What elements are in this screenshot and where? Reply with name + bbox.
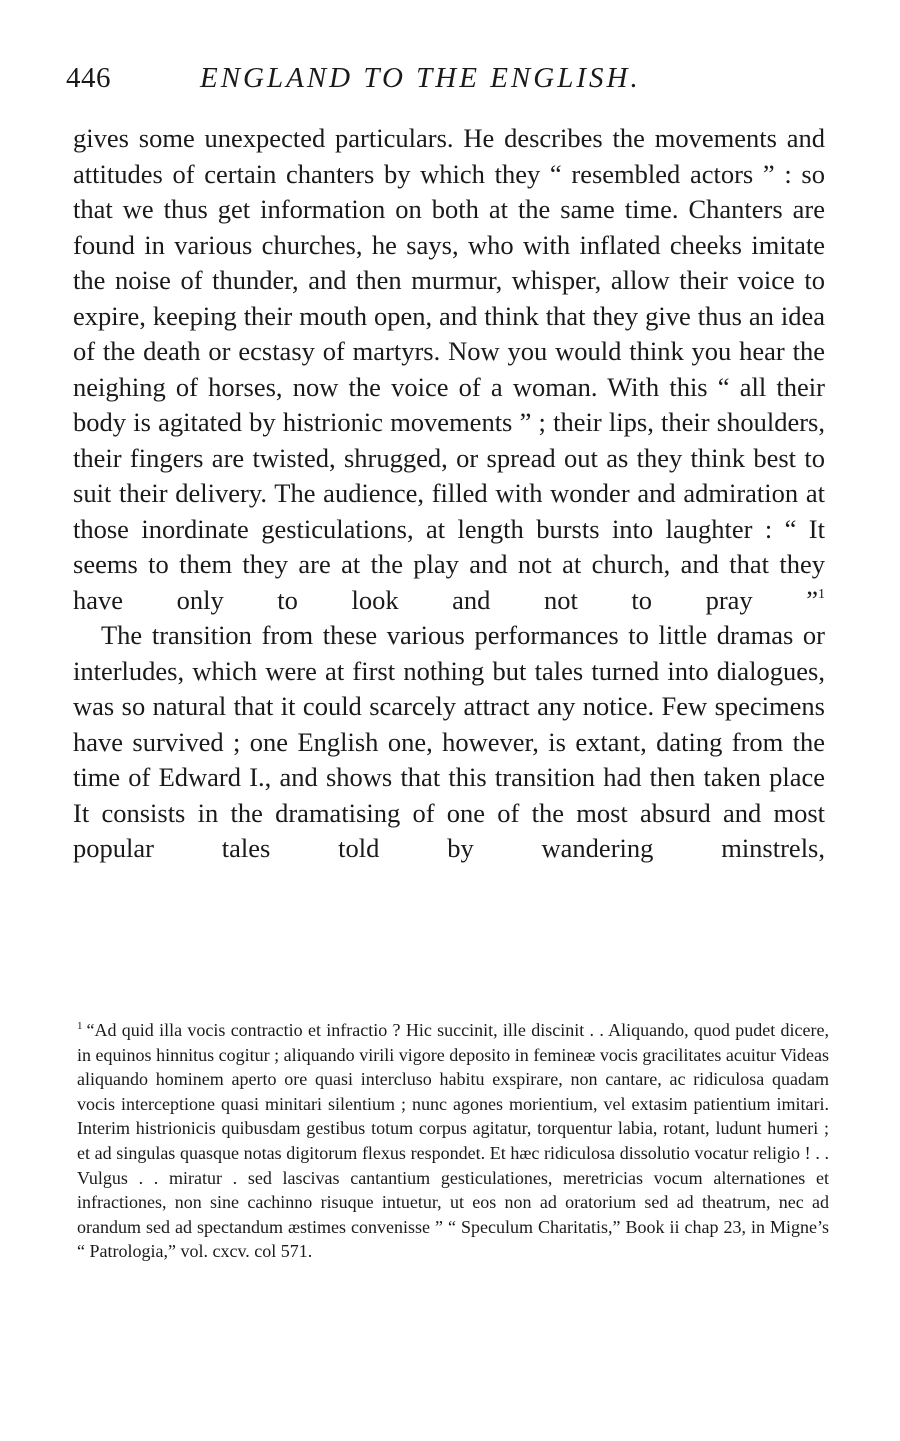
paragraph-2-text: The transition from these various performances to little dramas or interludes, which were at first nothing but tales turned into dialogues, was so natural that it could scarcely attract any notice. Few specimens have survived ; one English one, however, is extant, dating from the time of Edward I., and shows that this transition had then taken place It consists in the dramatising of one of the most absurd and most popular tales told by wandering minstrels,: [73, 620, 825, 863]
footnote-reference: 1: [818, 586, 825, 602]
page-number: 446: [66, 62, 111, 94]
paragraph-1-text: gives some unexpected particulars. He describes the movements and attitudes of certain chanters by which they “ resembled actors ” : so that we thus get information on both at the same time. Chanters are found in various churches, he says, who with inflated cheeks imitate the noise of thunder, and then murmur, whisper, allow their voice to expire, keeping their mouth open, and think that they give thus an idea of the death or ecstasy of martyrs. Now you would think you hear the neighing of horses, now the voice of a woman. With this “ all their body is agitated by histrionic movements ” ; their lips, their shoulders, their fingers are twisted, shrugged, or spread out as they think best to suit their delivery. The audience, filled with wonder and admiration at those inordinate gesticulations, at length bursts into laughter : “ It seems to them they are at the play and not at church, and that they have only to look and not to pray ”: [73, 123, 825, 615]
body-text: [73, 121, 825, 867]
footnote-text: “Ad quid illa vocis contractio et infractio ? Hic succinit, ille discinit . . Aliquando, quod pudet dicere, in equinos hinnitus cogitur ; aliquando virili vigore deposito in femineæ vocis gracilitates acuitur Videas aliquando hominem aperto ore quasi intercluso habitu exspirare, non cantare, ac ridiculosa quadam vocis interceptione quasi minitari silentium ; nunc agones morientium, vel extasim patientium imitari. Interim histrionicis quibusdam gestibus totum corpus agitatur, torquentur labia, rotant, ludunt humeri ; et ad singulas quasque notas digitorum flexus respondet. Et hæc ridiculosa dissolutio vocatur religio ! . . Vulgus . . miratur . sed lascivas cantantium gesticulationes, meretricias vocum alternationes et infractiones, non sine cachinno risuque intuetur, ut eos non ad oratorium sed ad theatrum, nec ad orandum sed ad spectandum æstimes convenisse ” “ Speculum Charitatis,” Book ii chap 23, in Migne’s “ Patrologia,” vol. cxcv. col 571.: [77, 1020, 829, 1262]
footnote: [77, 1018, 829, 1264]
footnote-mark: 1: [77, 1020, 83, 1032]
running-header: [66, 62, 836, 102]
paragraph-1: [73, 121, 825, 618]
paragraph-2: [73, 618, 825, 867]
running-title: ENGLAND TO THE ENGLISH.: [200, 62, 641, 94]
